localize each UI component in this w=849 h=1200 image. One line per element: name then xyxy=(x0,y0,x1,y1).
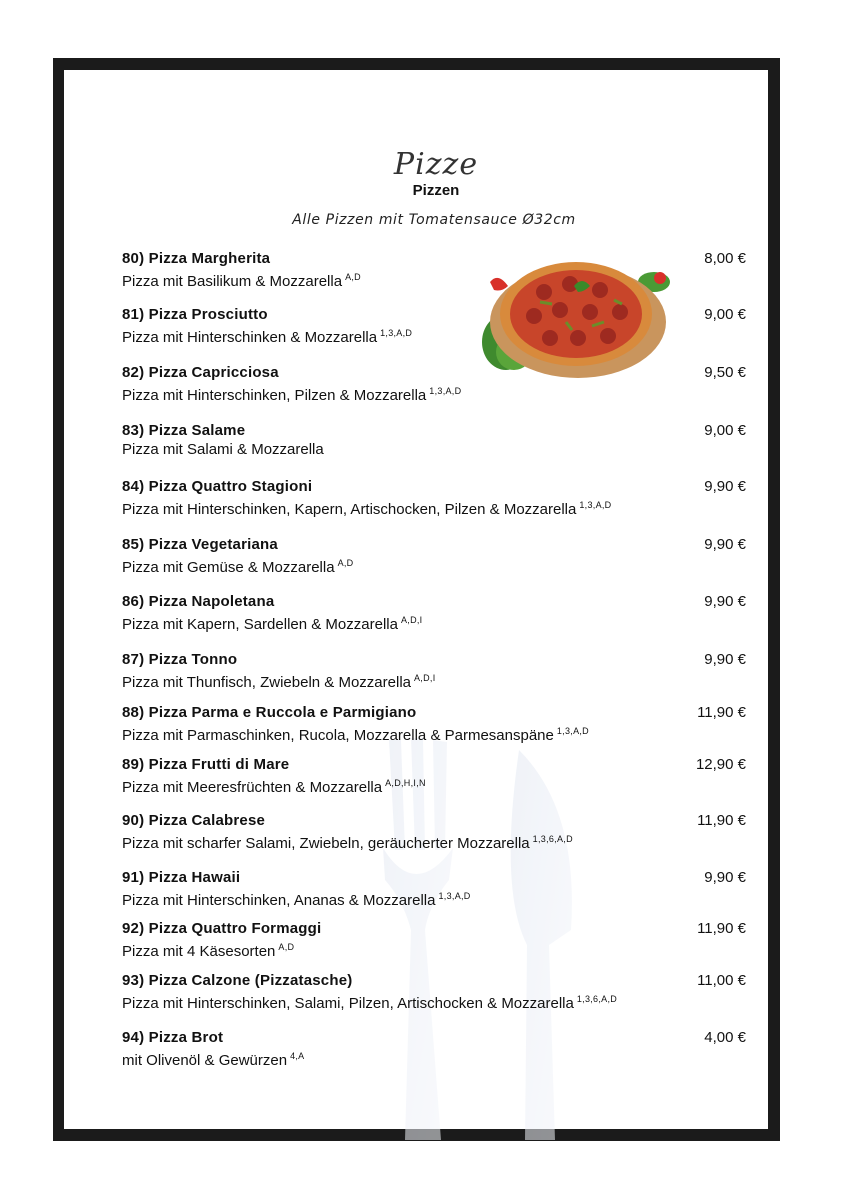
menu-item-description: Pizza mit scharfer Salami, Zwiebeln, geräucherter Mozzarella $^{1,3,6,A,D}$ xyxy=(122,834,573,852)
menu-item-name: 80) Pizza Margherita xyxy=(122,250,271,267)
menu-item-description: Pizza mit Basilikum & Mozzarella $^{A,D}$ xyxy=(122,272,361,290)
menu-item-price: 9,90 € xyxy=(704,869,746,886)
menu-item xyxy=(122,536,746,577)
menu-item-name: 85) Pizza Vegetariana xyxy=(122,536,278,553)
menu-item-allergens: A,D xyxy=(278,942,295,952)
menu-item-price: 11,90 € xyxy=(697,920,746,937)
menu-item-description: Pizza mit 4 Käsesorten $^{A,D}$ xyxy=(122,942,295,960)
menu-item-name: 88) Pizza Parma e Ruccola e Parmigiano xyxy=(122,704,417,721)
menu-item-name: 84) Pizza Quattro Stagioni xyxy=(122,478,313,495)
menu-item-name: 89) Pizza Frutti di Mare xyxy=(122,756,290,773)
menu-item-price: 11,90 € xyxy=(697,812,746,829)
menu-item-price: 12,90 € xyxy=(695,756,746,773)
menu-item xyxy=(122,593,746,634)
menu-item xyxy=(122,478,746,519)
menu-item xyxy=(122,651,746,692)
menu-item-price: 4,00 € xyxy=(704,1029,746,1046)
menu-item xyxy=(122,306,746,347)
menu-item-price: 9,50 € xyxy=(704,364,746,381)
menu-item xyxy=(122,869,746,910)
menu-title: Pizze xyxy=(393,147,479,182)
menu-subtitle: Pizzen xyxy=(412,182,460,199)
menu-item-name: 93) Pizza Calzone (Pizzatasche) xyxy=(122,972,353,989)
menu-item-allergens: 1,3,A,D xyxy=(438,891,471,901)
menu-item-description: Pizza mit Kapern, Sardellen & Mozzarella $^{A,D,I}$ xyxy=(122,615,423,633)
menu-item-price: 11,00 € xyxy=(697,972,746,989)
menu-item xyxy=(122,756,746,797)
menu-item-description: Pizza mit Hinterschinken & Mozzarella $^{1,3,A,D}$ xyxy=(122,328,413,346)
menu-item-price: 8,00 € xyxy=(704,250,746,267)
menu-item-description: Pizza mit Hinterschinken, Ananas & Mozzarella $^{1,3,A,D}$ xyxy=(122,891,471,909)
menu-item-allergens: 4,A xyxy=(290,1051,305,1061)
menu-item xyxy=(122,972,746,1013)
menu-item-description: Pizza mit Hinterschinken, Salami, Pilzen, Artischocken & Mozzarella $^{1,3,6,A,D}$ xyxy=(122,994,618,1012)
menu-item-allergens: 1,3,A,D xyxy=(556,726,589,736)
menu-item xyxy=(122,250,746,291)
menu-item-description: Pizza mit Meeresfrüchten & Mozzarella $^{A,D,H,I,N}$ xyxy=(122,778,426,796)
menu-item-price: 9,00 € xyxy=(704,422,746,439)
menu-note: Alle Pizzen mit Tomatensauce Ø32cm xyxy=(292,212,576,228)
menu-item-description: Pizza mit Hinterschinken, Pilzen & Mozzarella $^{1,3,A,D}$ xyxy=(122,386,462,404)
menu-item xyxy=(122,1029,746,1070)
menu-item-name: 81) Pizza Prosciutto xyxy=(122,306,268,323)
menu-item-price: 9,90 € xyxy=(704,651,746,668)
menu-item-allergens: A,D xyxy=(337,558,354,568)
menu-item-name: 91) Pizza Hawaii xyxy=(122,869,241,886)
menu-item xyxy=(122,364,746,405)
menu-item-price: 9,90 € xyxy=(704,593,746,610)
menu-item-allergens: A,D,I xyxy=(400,615,423,625)
menu-item xyxy=(122,704,746,745)
menu-item-allergens: 1,3,6,A,D xyxy=(532,834,573,844)
menu-item-description: mit Olivenöl & Gewürzen $^{4,A}$ xyxy=(122,1051,305,1069)
menu-page xyxy=(53,58,780,1141)
menu-item xyxy=(122,920,746,961)
menu-item-price: 9,90 € xyxy=(704,536,746,553)
menu-item-price: 9,90 € xyxy=(704,478,746,495)
menu-item-price: 9,00 € xyxy=(704,306,746,323)
menu-item-name: 83) Pizza Salame xyxy=(122,422,246,439)
menu-item-price: 11,90 € xyxy=(697,704,746,721)
menu-item-name: 90) Pizza Calabrese xyxy=(122,812,266,829)
menu-item-name: 86) Pizza Napoletana xyxy=(122,593,275,610)
menu-item-description: Pizza mit Salami & Mozzarella xyxy=(122,441,324,458)
menu-item-allergens: A,D,I xyxy=(414,673,436,683)
menu-item-allergens: 1,3,A,D xyxy=(429,386,462,396)
menu-item-description: Pizza mit Hinterschinken, Kapern, Artischocken, Pilzen & Mozzarella $^{1,3,A,D}$ xyxy=(122,500,612,518)
menu-item-allergens: A,D,H,I,N xyxy=(385,778,426,788)
menu-item-name: 94) Pizza Brot xyxy=(122,1029,224,1046)
menu-item-allergens: 1,3,6,A,D xyxy=(576,994,618,1004)
menu-item-allergens: A,D xyxy=(345,272,361,282)
menu-item-name: 82) Pizza Capricciosa xyxy=(122,364,279,381)
menu-item-description: Pizza mit Gemüse & Mozzarella $^{A,D}$ xyxy=(122,558,354,576)
menu-item xyxy=(122,422,746,459)
menu-item-allergens: 1,3,A,D xyxy=(579,500,612,510)
menu-item-allergens: 1,3,A,D xyxy=(380,328,413,338)
menu-item-name: 87) Pizza Tonno xyxy=(122,651,238,668)
menu-header xyxy=(64,148,768,228)
menu-item-description: Pizza mit Thunfisch, Zwiebeln & Mozzarella $^{A,D,I}$ xyxy=(122,673,436,691)
menu-item-description: Pizza mit Parmaschinken, Rucola, Mozzarella & Parmesanspäne $^{1,3,A,D}$ xyxy=(122,726,589,744)
menu-item-name: 92) Pizza Quattro Formaggi xyxy=(122,920,322,937)
menu-item xyxy=(122,812,746,853)
